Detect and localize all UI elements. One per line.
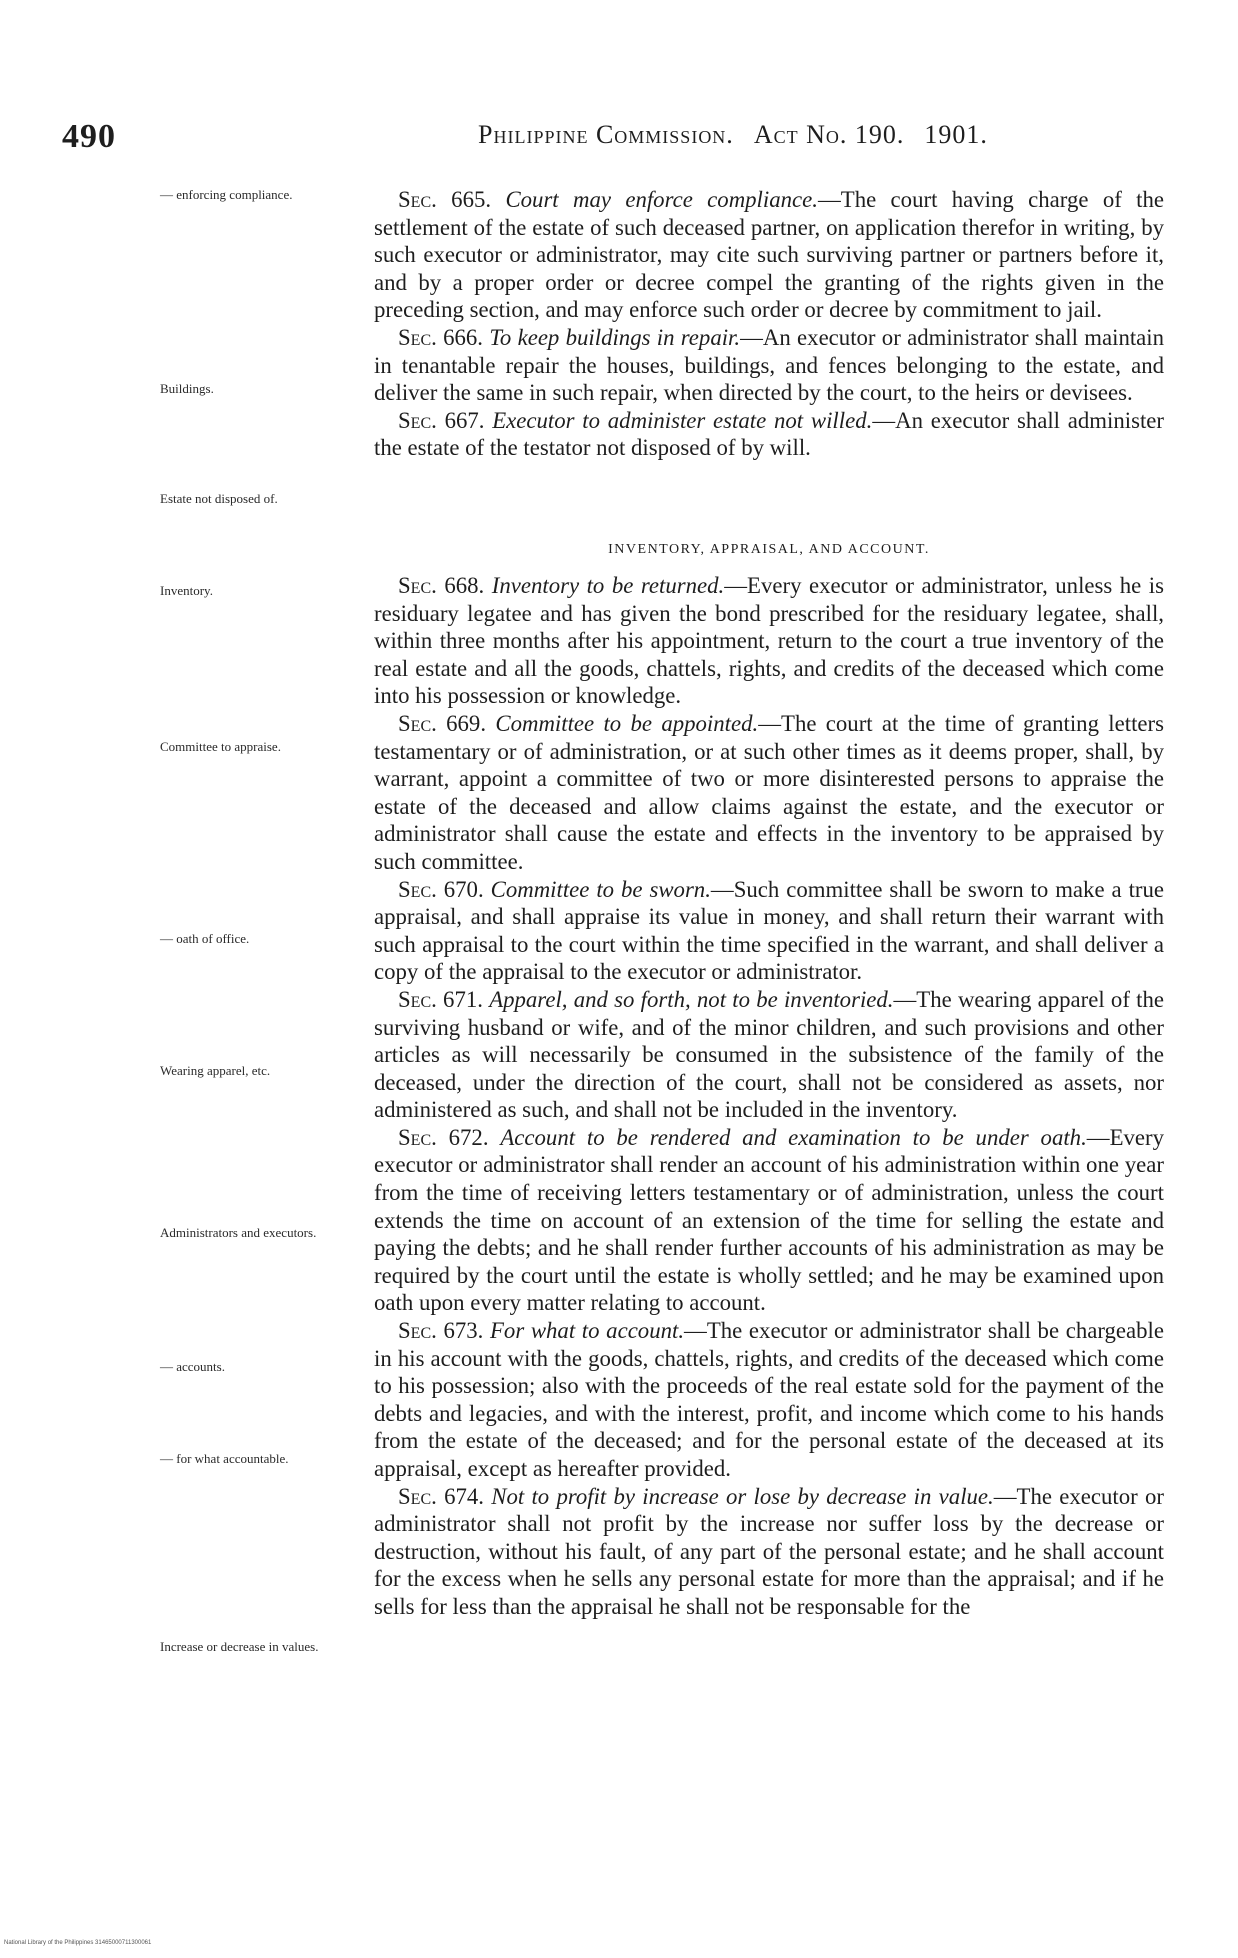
section-668: Sec. 668. Inventory to be returned.—Every executor or administrator, unless he is residuary legatee and has given the bond prescribed for the residuary legatee, shall, within three months after his appointment, return to the court a true inventory of the real estate and all the goods, chattels, rights, and credits of the deceased which come into his possession or knowledge. [374,573,1165,709]
section-667: Sec. 667. Executor to administer estate not willed.—An executor shall administer the estate of the testator not disposed of by will. [374,407,1165,461]
body-block-1 [374,186,1164,462]
section-669: Sec. 669. Committee to be appointed.—The court at the time of granting letters testamentary or of administration, or at such other times as it deems proper, shall, by warrant, appoint a committee of two or more disinterested persons to appraise the estate of the deceased and allow claims against the estate, and the executor or administrator shall cause the estate and effects in the inventory to be appraised by such committee. [374,710,1164,874]
section-670: Sec. 670. Committee to be sworn.—Such committee shall be sworn to make a true appraisal, and shall appraise its value in money, and shall return their warrant with such appraisal to the court within the time specified in the warrant, and shall deliver a copy of the appraisal to the executor or administrator. [374,876,1165,985]
margin-note-estate-not-disposed: Estate not disposed of. [160,491,278,506]
section-665: Sec. 665. Court may enforce compliance.—The court having charge of the settlement of the estate of such deceased partner, on application therefor in writing, by such executor or administrator, may cite such surviving partner or partners before it, and by a proper order or decree compel the granting of the rights given in the preceding section, and may enforce such order or decree by commitment to jail. [374,187,1165,323]
margin-note-increase-decrease: Increase or decrease in values. [160,1639,319,1654]
margin-note-committee-to-appraise: Committee to appraise. [160,739,281,754]
running-head-title: Philippine Commission. [478,120,734,149]
margin-note-for-what-accountable: — for what accountable. [160,1451,289,1466]
running-head [478,120,988,150]
margin-note-enforcing-compliance: — enforcing compliance. [160,187,293,202]
margin-note-administrators-executors: Administrators and executors. [160,1225,317,1240]
section-671: Sec. 671. Apparel, and so forth, not to be inventoried.—The wearing apparel of the surviving husband or wife, and of the minor children, and such provisions and other articles as will necessarily be consumed in the subsistence of the family of the deceased, under the direction of the court, shall not be considered as assets, nor administered as such, and shall not be included in the inventory. [374,986,1164,1123]
margin-note-oath-of-office: — oath of office. [160,931,250,946]
margin-note-accounts: — accounts. [160,1359,225,1374]
margin-note-inventory: Inventory. [160,583,213,598]
footer-credit: National Library of the Philippines 31465000711300061 [4,1940,152,1946]
subheading: INVENTORY, APPRAISAL, AND ACCOUNT. [608,542,930,557]
margin-note-wearing-apparel: Wearing apparel, etc. [160,1063,271,1078]
section-666: Sec. 666. To keep buildings in repair.—An executor or administrator shall maintain in tenantable repair the houses, buildings, and fences belonging to the estate, and deliver the same in such repair, when directed by the court, to the heirs or devisees. [374,324,1165,406]
section-674: Sec. 674. Not to profit by increase or lose by decrease in value.—The executor or administrator shall not profit by the increase nor suffer loss by the decrease or destruction, without his fault, of any part of the personal estate; and he shall account for the excess when he sells any personal estate for more than the appraisal; and if he sells for less than the appraisal he shall not be responsable for the [374,1483,1164,1619]
section-672: Sec. 672. Account to be rendered and examination to be under oath.—Every executor or administrator shall render an account of his administration within one year from the time of receiving letters testamentary or of administration, unless the court extends the time on account of an extension of the time for selling the estate and paying the debts; and he shall render further accounts of his administration as may be required by the court until the estate is wholly settled; and he may be examined upon oath upon every matter relating to account. [374,1124,1165,1316]
running-head-act: Act No. 190. [753,120,905,149]
body-block-2 [374,572,1164,1621]
running-head-year: 1901. [924,120,988,149]
margin-note-buildings: Buildings. [160,381,214,396]
section-673: Sec. 673. For what to account.—The executor or administrator shall be chargeable in his account with the goods, chattels, rights, and credits of the deceased which come to his possession; also with the proceeds of the real estate sold for the payment of the debts and legacies, and with the interest, profit, and income which come to his hands from the estate of the deceased; and for the personal estate of the deceased at its appraisal, except as hereafter provided. [374,1318,1164,1481]
page-number: 490 [62,118,116,155]
